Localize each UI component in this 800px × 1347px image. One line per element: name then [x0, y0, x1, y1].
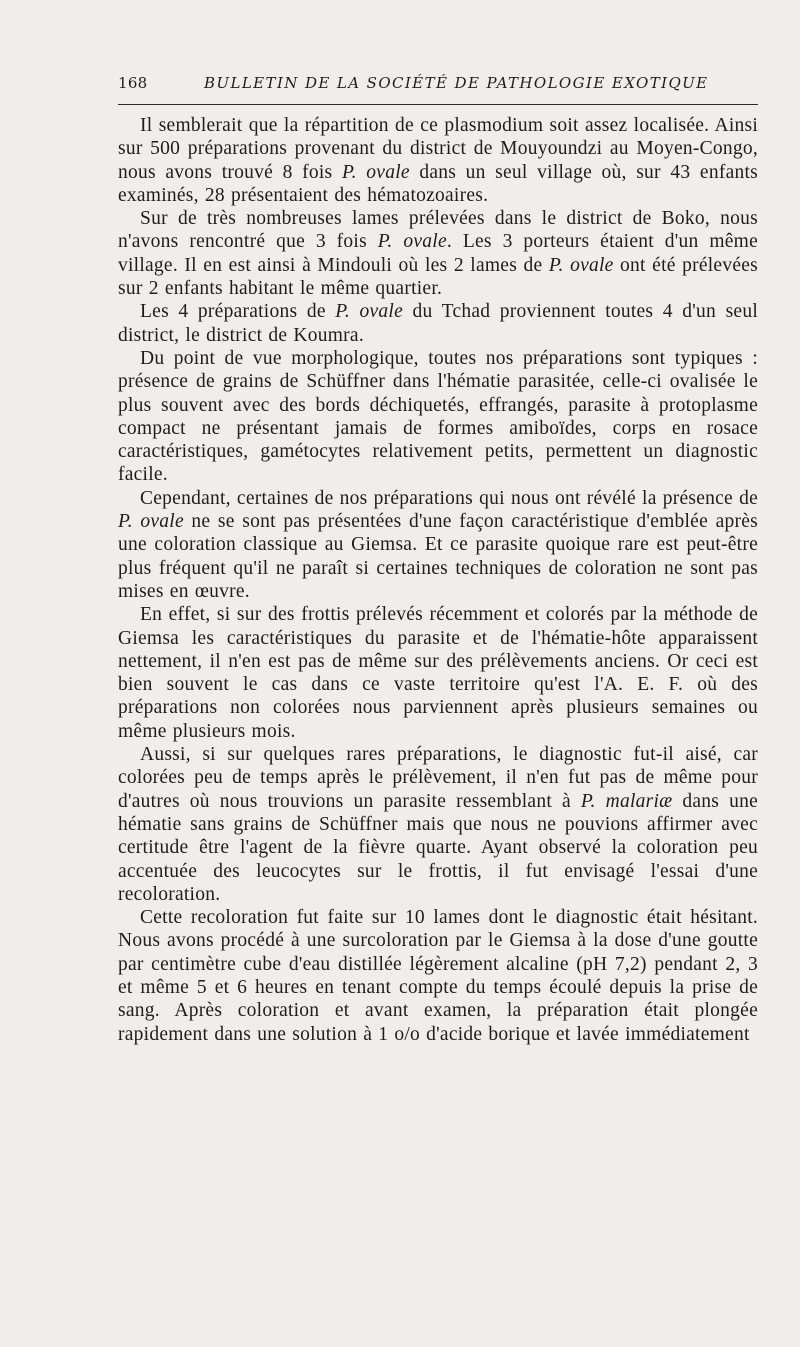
paragraph	[118, 743, 758, 906]
species-name: P. ovale	[335, 301, 403, 323]
text-run: dans un seul village où, sur 43 enfants examinés, 28 présentaient des hématozoaires.	[118, 161, 758, 206]
text-run: ne se sont pas présentées d'une façon caractéristique d'emblée après une coloration classique au Giemsa. Et ce parasite quoique rare est peut-être plus fréquent qu'il ne paraît si certaines techniques de coloration ne sont pas mises en œuvre.	[118, 511, 758, 602]
text-run: Aussi, si sur quelques rares préparations, le diagnostic fut-il aisé, car colorées peu de temps après le prélèvement, il n'en fut pas de même pour d'autres où nous trouvions un parasite ressemblant à	[118, 744, 758, 812]
text-run: Cependant, certaines de nos préparations qui nous ont révélé la présence de	[140, 487, 758, 509]
paragraph	[118, 906, 758, 1046]
text-run: Sur de très nombreuses lames prélevées dans le district de Boko, nous n'avons rencontré que 3 fois	[118, 208, 758, 253]
text-run: Il semblerait que la répartition de ce plasmodium soit assez localisée. Ainsi sur 500 préparations provenant du district de Mouyoundzi au Moyen-Congo, nous avons trouvé 8 fois	[118, 115, 758, 183]
page-number: 168	[118, 74, 148, 92]
text-run: Les 4 préparations de	[140, 301, 336, 323]
header-rule	[118, 104, 758, 105]
species-name: P. ovale	[118, 511, 184, 533]
text-run: ont été prélevées sur 2 enfants habitant le même quartier.	[118, 254, 758, 300]
running-head: BULLETIN DE LA SOCIÉTÉ DE PATHOLOGIE EXOTIQUE	[204, 74, 709, 92]
paragraph	[118, 487, 758, 603]
paragraph	[118, 207, 758, 300]
article-body	[118, 114, 758, 1046]
text-run: . Les 3 porteurs étaient d'un même village. Il en est ainsi à Mindouli où les 2 lames de	[118, 231, 758, 276]
page-header	[118, 74, 758, 96]
species-name: P. ovale	[548, 254, 614, 276]
species-name: P. ovale	[341, 161, 410, 183]
paragraph	[118, 114, 758, 207]
text-run: Cette recoloration fut faite sur 10 lames dont le diagnostic était hésitant. Nous avons procédé à une surcoloration par le Giemsa à la dose d'une goutte par centimètre cube d'eau distillée légèrement alcaline (pH 7,2) pendant 2, 3 et même 5 et 6 heures en tenant compte du temps écoulé depuis la prise de sang. Après coloration et avant examen, la préparation était plongée rapidement dans une solution à 1 o/o d'acide borique et lavée immédiatement	[118, 907, 758, 1045]
paragraph	[118, 300, 758, 347]
text-run: du Tchad proviennent toutes 4 d'un seul district, le district de Koumra.	[118, 301, 758, 346]
species-name: P. ovale	[377, 231, 447, 253]
paragraph	[118, 347, 758, 487]
species-name: P. malariæ	[580, 790, 673, 812]
text-run: Du point de vue morphologique, toutes nos préparations sont typiques : présence de grains de Schüffner dans l'hématie parasitée, celle-ci ovalisée le plus souvent avec des bords déchiquetés, effrangés, parasite à protoplasme compact ne présentant jamais de formes amiboïdes, corps en rosace caractéristiques, gamétocytes relativement petits, permettent un diagnostic facile.	[118, 347, 758, 486]
text-run: En effet, si sur des frottis prélevés récemment et colorés par la méthode de Giemsa les caractéristiques du parasite et de l'hématie-hôte apparaissent nettement, il n'en est pas de même sur des prélèvements anciens. Or ceci est bien souvent le cas dans ce vaste territoire qu'est l'A. E. F. où des préparations non colorées nous parviennent après plusieurs semaines ou même plusieurs mois.	[118, 604, 758, 742]
text-run: dans une hématie sans grains de Schüffner mais que nous ne pouvions affirmer avec certitude être l'agent de la fièvre quarte. Ayant observé la coloration peu accentuée des leucocytes sur le frottis, il fut envisagé l'essai d'une recoloration.	[118, 790, 758, 905]
paragraph	[118, 603, 758, 743]
